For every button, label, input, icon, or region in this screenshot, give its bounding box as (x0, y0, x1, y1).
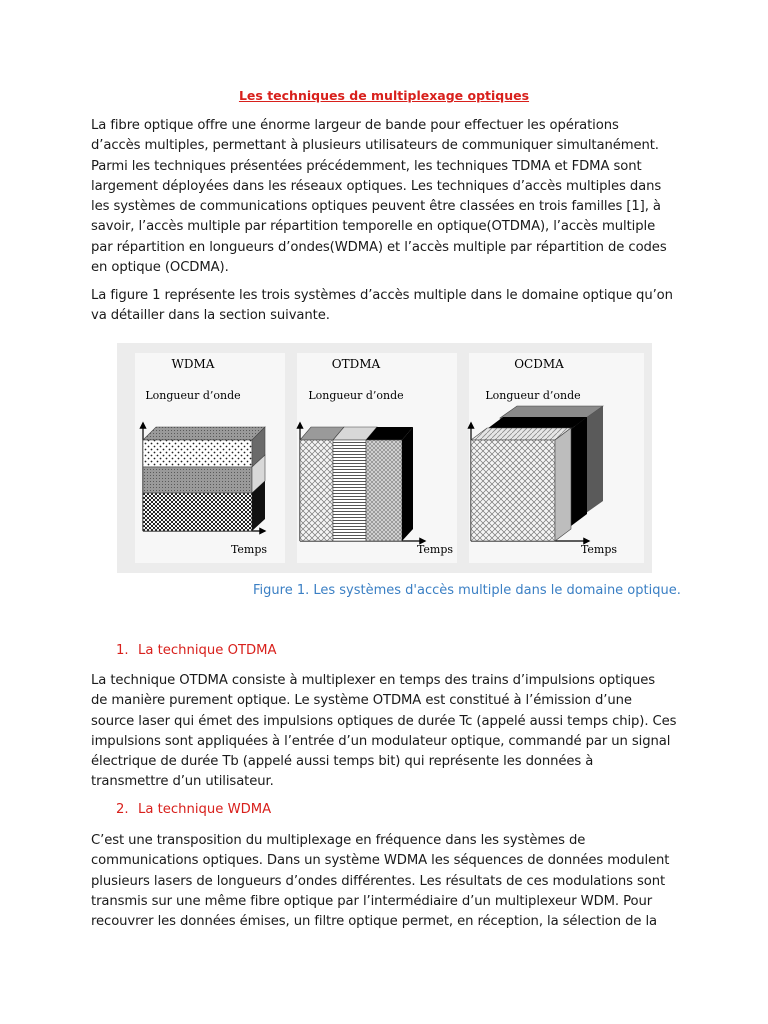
text-line: recouvrer les données émises, un filtre optique permet, en réception, la sélection de la (91, 914, 658, 930)
y-axis-label: Longueur d’onde (308, 389, 404, 402)
code-layer-1-side (555, 428, 571, 541)
x-axis-label: Temps (580, 543, 618, 556)
figure-intro-paragraph (91, 286, 691, 327)
text-line: La technique OTDMA consiste à multiplexer en temps des trains d’impulsions optiques (91, 673, 656, 688)
text-line: communications optiques. Dans un système WDMA les séquences de données modulent (91, 853, 670, 869)
wavelength-band-2 (143, 467, 252, 493)
x-axis-label: Temps (230, 543, 268, 556)
text-line: plusieurs lasers de longueurs d’ondes différentes. Les résultats de ces modulations sont (91, 873, 666, 889)
section-title: La technique OTDMA (138, 643, 277, 658)
figure-1-diagram (117, 343, 652, 573)
text-line: La fibre optique offre une énorme largeur de bande pour effectuer les opérations (91, 118, 619, 133)
ocdma-panel (469, 353, 644, 563)
wdma-panel (135, 353, 285, 563)
text-line: transmis sur une même fibre optique par l’intermédiaire d’un multiplexeur WDM. Pour (91, 893, 653, 909)
text-line: de manière purement optique. Le système OTDMA est constitué à l’émission d’une (91, 693, 632, 709)
text-line: La figure 1 représente les trois systèmes d’accès multiple dans le domaine optique qu’on (91, 288, 673, 303)
panel-title: OTDMA (331, 357, 381, 371)
section-1-heading (116, 643, 277, 658)
code-layer-top (500, 406, 603, 418)
text-line: transmettre d’un utilisateur. (91, 774, 274, 790)
y-axis-label: Longueur d’onde (145, 389, 241, 402)
text-line: source laser qui émet des impulsions optiques de durée Tc (appelé aussi temps chip). Ces (91, 713, 677, 729)
wavelength-band-3 (143, 493, 252, 531)
section-number: 2. (116, 802, 129, 817)
section-title: La technique WDMA (138, 802, 272, 817)
code-layer-top (487, 417, 587, 429)
section-2-paragraph (91, 831, 691, 932)
time-slot-1 (300, 440, 333, 541)
y-axis-label: Longueur d’onde (485, 389, 581, 402)
intro-paragraph (91, 116, 691, 278)
text-line: électrique de durée Tb (appelé aussi temps bit) qui représente les données à (91, 754, 594, 770)
text-line: en optique (OCDMA). (91, 260, 229, 276)
section-number: 1. (116, 643, 129, 658)
time-slot-3 (366, 440, 402, 541)
text-line: d’accès multiples, permettant à plusieurs utilisateurs de communiquer simultanément. (91, 138, 659, 154)
cube-top (143, 427, 265, 440)
code-layer-2-side (571, 417, 587, 526)
text-line: va détailler dans la section suivante. (91, 308, 330, 324)
cube-side (402, 427, 413, 541)
text-line: Parmi les techniques présentées précédemment, les techniques TDMA et FDMA sont (91, 158, 642, 174)
code-layer-1 (471, 440, 555, 541)
code-layer-3-side (586, 406, 603, 513)
text-line: les systèmes de communications optiques peuvent être classées en trois familles [1], à (91, 199, 661, 215)
text-line: savoir, l’accès multiple par répartition temporelle en optique(OTDMA), l’accès multiple (91, 219, 656, 235)
document-title: Les techniques de multiplexage optiques (238, 88, 530, 103)
x-axis-label: Temps (416, 543, 454, 556)
panel-title: OCDMA (514, 357, 564, 371)
section-2-heading (116, 802, 271, 817)
cube-top (471, 428, 571, 440)
text-line: par répartition en longueurs d’ondes(WDMA) et l’accès multiple par répartition de codes (91, 239, 667, 255)
text-line: impulsions sont appliquées à l’entrée d’un modulateur optique, commandé par un signal (91, 733, 671, 749)
panel-title: WDMA (171, 357, 215, 371)
text-line: largement déployées dans les réseaux optiques. Les techniques d’accès multiples dans (91, 178, 662, 194)
figure-caption: Figure 1. Les systèmes d'accès multiple dans le domaine optique. (253, 583, 681, 598)
wavelength-band-1 (143, 440, 252, 467)
otdma-panel (297, 353, 457, 563)
text-line: C’est une transposition du multiplexage en fréquence dans les systèmes de (91, 833, 586, 848)
section-1-paragraph (91, 671, 691, 793)
time-slot-2 (333, 440, 366, 541)
